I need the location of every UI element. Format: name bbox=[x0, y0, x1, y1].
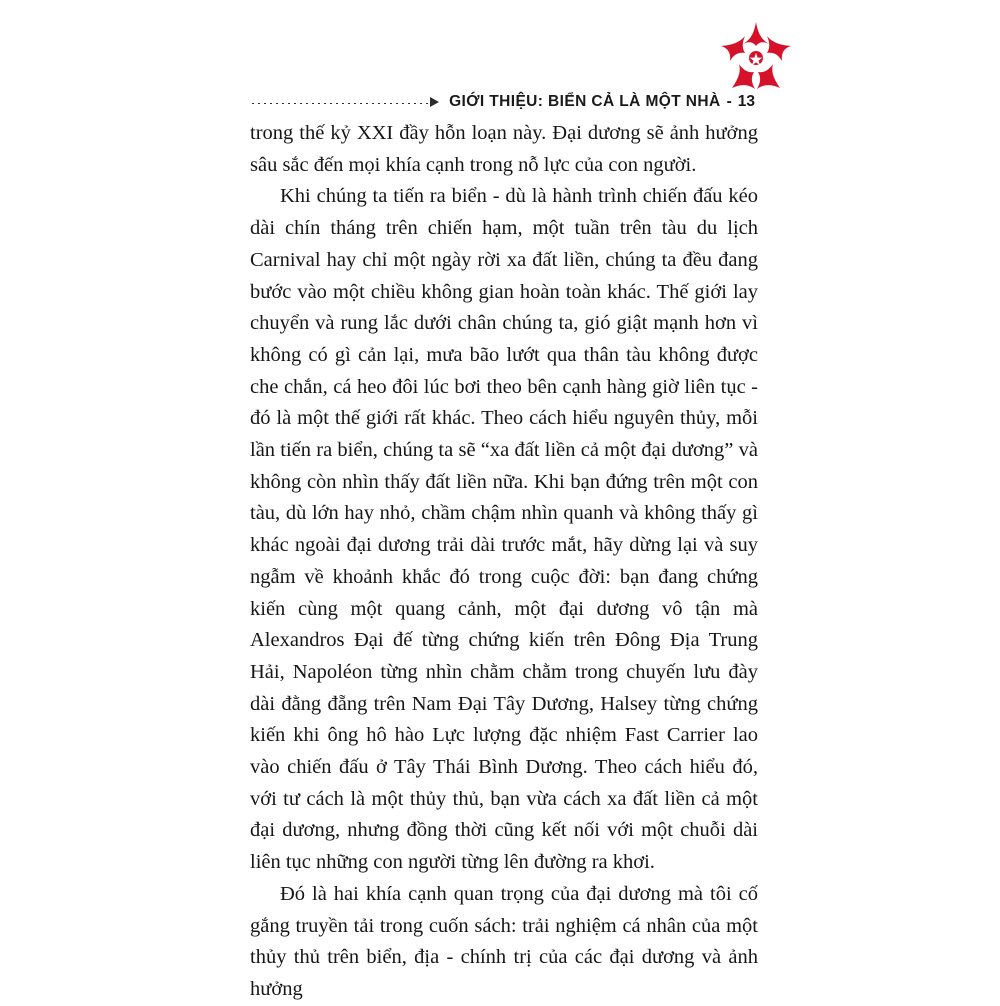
page-header bbox=[0, 20, 1000, 110]
paragraph: Khi chúng ta tiến ra biển - dù là hành trình chiến đấu kéo dài chín tháng trên chiến hạm, một tuần trên tàu du lịch Carnival hay chỉ một ngày rời xa đất liền, chúng ta đều đang bước vào một chiều không gian hoàn toàn khác. Thế giới lay chuyển và rung lắc dưới chân chúng ta, gió giật mạnh hơn vì không có gì cản lại, mưa bão lướt qua thân tàu không được che chắn, cá heo đôi lúc bơi theo bên cạnh hàng giờ liên tục - đó là một thế giới rất khác. Theo cách hiểu nguyên thủy, mỗi lần tiến ra biển, chúng ta sẽ “xa đất liền cả một đại dương” và không còn nhìn thấy đất liền nữa. Khi bạn đứng trên một con tàu, dù lớn hay nhỏ, chầm chậm nhìn quanh và không thấy gì khác ngoài đại dương trải dài trước mắt, hãy dừng lại và suy ngẫm về khoảnh khắc đó trong cuộc đời: bạn đang chứng kiến cùng một quang cảnh, một đại dương vô tận mà Alexandros Đại đế từng chứng kiến trên Đông Địa Trung Hải, Napoléon từng nhìn chằm chằm trong chuyến lưu đày dài đằng đẵng trên Nam Đại Tây Dương, Halsey từng chứng kiến khi ông hô hào Lực lượng đặc nhiệm Fast Carrier lao vào chiến đấu ở Tây Thái Bình Dương. Theo cách hiểu đó, với tư cách là một thủy thủ, bạn vừa cách xa đất liền cả một đại dương, nhưng đồng thời cũng kết nối với một chuỗi dài liên tục những con người từng lên đường ra khơi. bbox=[250, 185, 758, 874]
page-body bbox=[250, 118, 758, 1006]
paragraph: Đó là hai khía cạnh quan trọng của đại dương mà tôi cố gắng truyền tải trong cuốn sách: trải nghiệm cá nhân của một thủy thủ trên biển, địa - chính trị của các đại dương và ảnh hưởng bbox=[250, 882, 758, 1000]
red-star-flower-logo-icon bbox=[717, 20, 795, 92]
paragraph: trong thế kỷ XXI đầy hỗn loạn này. Đại dương sẽ ảnh hưởng sâu sắc đến mọi khía cạnh trong nỗ lực của con người. bbox=[250, 122, 758, 176]
running-title: GIỚI THIỆU: BIỂN CẢ LÀ MỘT NHÀ bbox=[449, 93, 721, 110]
page-number-separator: - bbox=[726, 93, 732, 110]
page-number: 13 bbox=[737, 93, 755, 110]
dotted-rule bbox=[250, 103, 428, 104]
running-head bbox=[250, 88, 755, 116]
arrow-right-icon bbox=[430, 97, 439, 107]
